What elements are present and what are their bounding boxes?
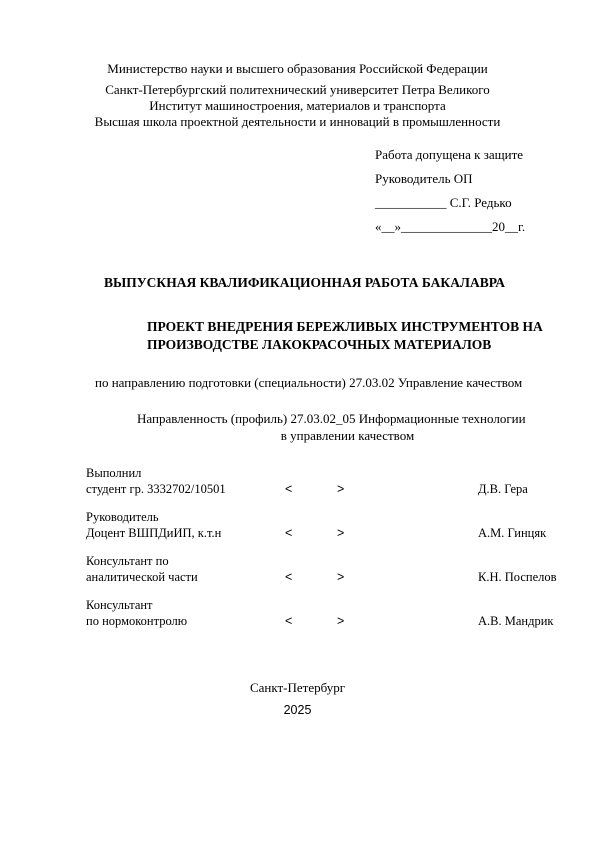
ministry-line: Министерство науки и высшего образования Российской Федерации <box>107 61 488 76</box>
signature-name: А.М. Гинцяк <box>478 526 547 540</box>
direction-line: по направлению подготовки (специальности) 27.03.02 Управление качеством <box>95 375 523 390</box>
signature-name: А.В. Мандрик <box>478 614 554 628</box>
school-line: Высшая школа проектной деятельности и инноваций в промышленности <box>94 114 501 129</box>
work-type-heading: ВЫПУСКНАЯ КВАЛИФИКАЦИОННАЯ РАБОТА БАКАЛАВРА <box>104 275 506 290</box>
approval-line-3: ___________ С.Г. Редько <box>375 195 512 210</box>
signature-role-detail: студент гр. 3332702/10501 <box>86 482 226 496</box>
title-line-1: ПРОЕКТ ВНЕДРЕНИЯ БЕРЕЖЛИВЫХ ИНСТРУМЕНТОВ НА <box>147 319 543 334</box>
university-line: Санкт-Петербургский политехнический университет Петра Великого <box>105 82 490 97</box>
signature-role: Выполнил <box>86 466 142 480</box>
signature-role-detail: Доцент ВШПДиИП, к.т.н <box>86 526 222 540</box>
signature-open-bracket: < <box>285 570 293 584</box>
signature-open-bracket: < <box>285 482 293 496</box>
profile-line-2: в управлении качеством <box>280 428 415 443</box>
approval-line-2: Руководитель ОП <box>375 171 473 186</box>
institute-line: Институт машиностроения, материалов и транспорта <box>149 98 446 113</box>
signature-open-bracket: < <box>285 526 293 540</box>
signature-close-bracket: > <box>337 614 345 628</box>
title-line-2: ПРОИЗВОДСТВЕ ЛАКОКРАСОЧНЫХ МАТЕРИАЛОВ <box>147 337 492 352</box>
profile-line-1: Направленность (профиль) 27.03.02_05 Информационные технологии <box>137 411 526 426</box>
signature-role: Консультант <box>86 598 153 612</box>
footer-city: Санкт-Петербург <box>249 680 346 695</box>
footer-year: 2025 <box>283 703 312 717</box>
signature-close-bracket: > <box>337 570 345 584</box>
signature-close-bracket: > <box>337 482 345 496</box>
signature-role: Консультант по <box>86 554 169 568</box>
signature-role: Руководитель <box>86 510 159 524</box>
signature-name: К.Н. Поспелов <box>478 570 557 584</box>
approval-line-1: Работа допущена к защите <box>375 147 524 162</box>
signature-role-detail: аналитической части <box>86 570 198 584</box>
signature-name: Д.В. Гера <box>478 482 528 496</box>
signature-close-bracket: > <box>337 526 345 540</box>
signature-open-bracket: < <box>285 614 293 628</box>
approval-line-4: «__»______________20__г. <box>375 219 526 234</box>
signature-role-detail: по нормоконтролю <box>86 614 188 628</box>
